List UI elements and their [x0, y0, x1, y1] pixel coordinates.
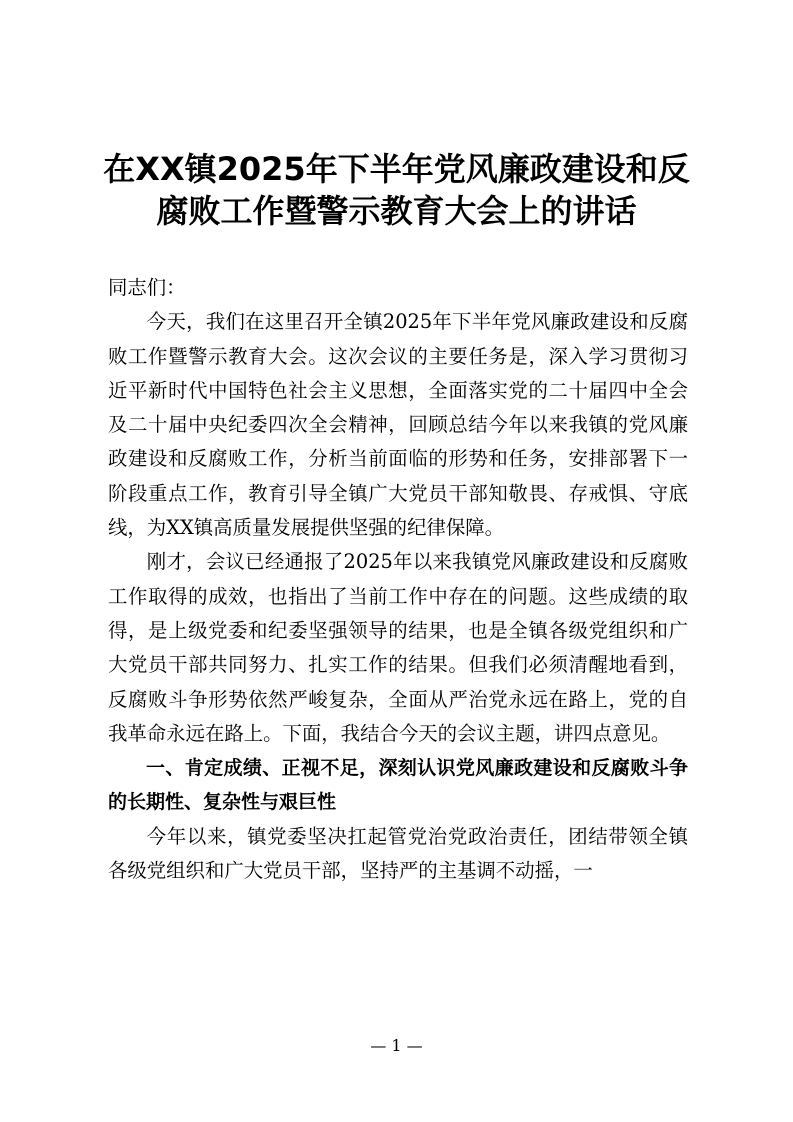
document-title — [100, 148, 693, 232]
page-number: — 1 — — [370, 1036, 423, 1055]
title-line-2: 腐败工作暨警示教育大会上的讲话 — [156, 192, 637, 230]
paragraph-section-1: 今年以来，镇党委坚决扛起管党治党政治责任，团结带领全镇各级党组织和广大党员干部，坚持严的主基调不动摇，一 — [108, 824, 688, 883]
paragraph-review: 刚才，会议已经通报了2025年以来我镇党风廉政建设和反腐败工作取得的成效，也指出了当前工作中存在的问题。这些成绩的取得，是上级党委和纪委坚强领导的结果，也是全镇各级党组织和广大党员干部共同努力、扎实工作的结果。但我们必须清醒地看到，反腐败斗争形势依然严峻复杂，全面从严治党永远在路上，党的自我革命永远在路上。下面，我结合今天的会议主题，讲四点意见。 — [108, 550, 688, 745]
section-heading-1: 一、肯定成绩、正视不足，深刻认识党风廉政建设和反腐败斗争的长期性、复杂性与艰巨性 — [108, 757, 688, 814]
salutation: 同志们： — [108, 276, 186, 299]
document-body — [108, 271, 688, 888]
title-line-1: 在XX镇2025年下半年党风廉政建设和反 — [103, 150, 690, 188]
paragraph-opening: 今天，我们在这里召开全镇2025年下半年党风廉政建设和反腐败工作暨警示教育大会。这次会议的主要任务是，深入学习贯彻习近平新时代中国特色社会主义思想，全面落实党的二十届四中全会及二十届中央纪委四次全会精神，回顾总结今年以来我镇的党风廉政建设和反腐败工作，分析当前面临的形势和任务，安排部署下一阶段重点工作，教育引导全镇广大党员干部知敬畏、存戒惧、守底线，为XX镇高质量发展提供坚强的纪律保障。 — [108, 310, 688, 540]
